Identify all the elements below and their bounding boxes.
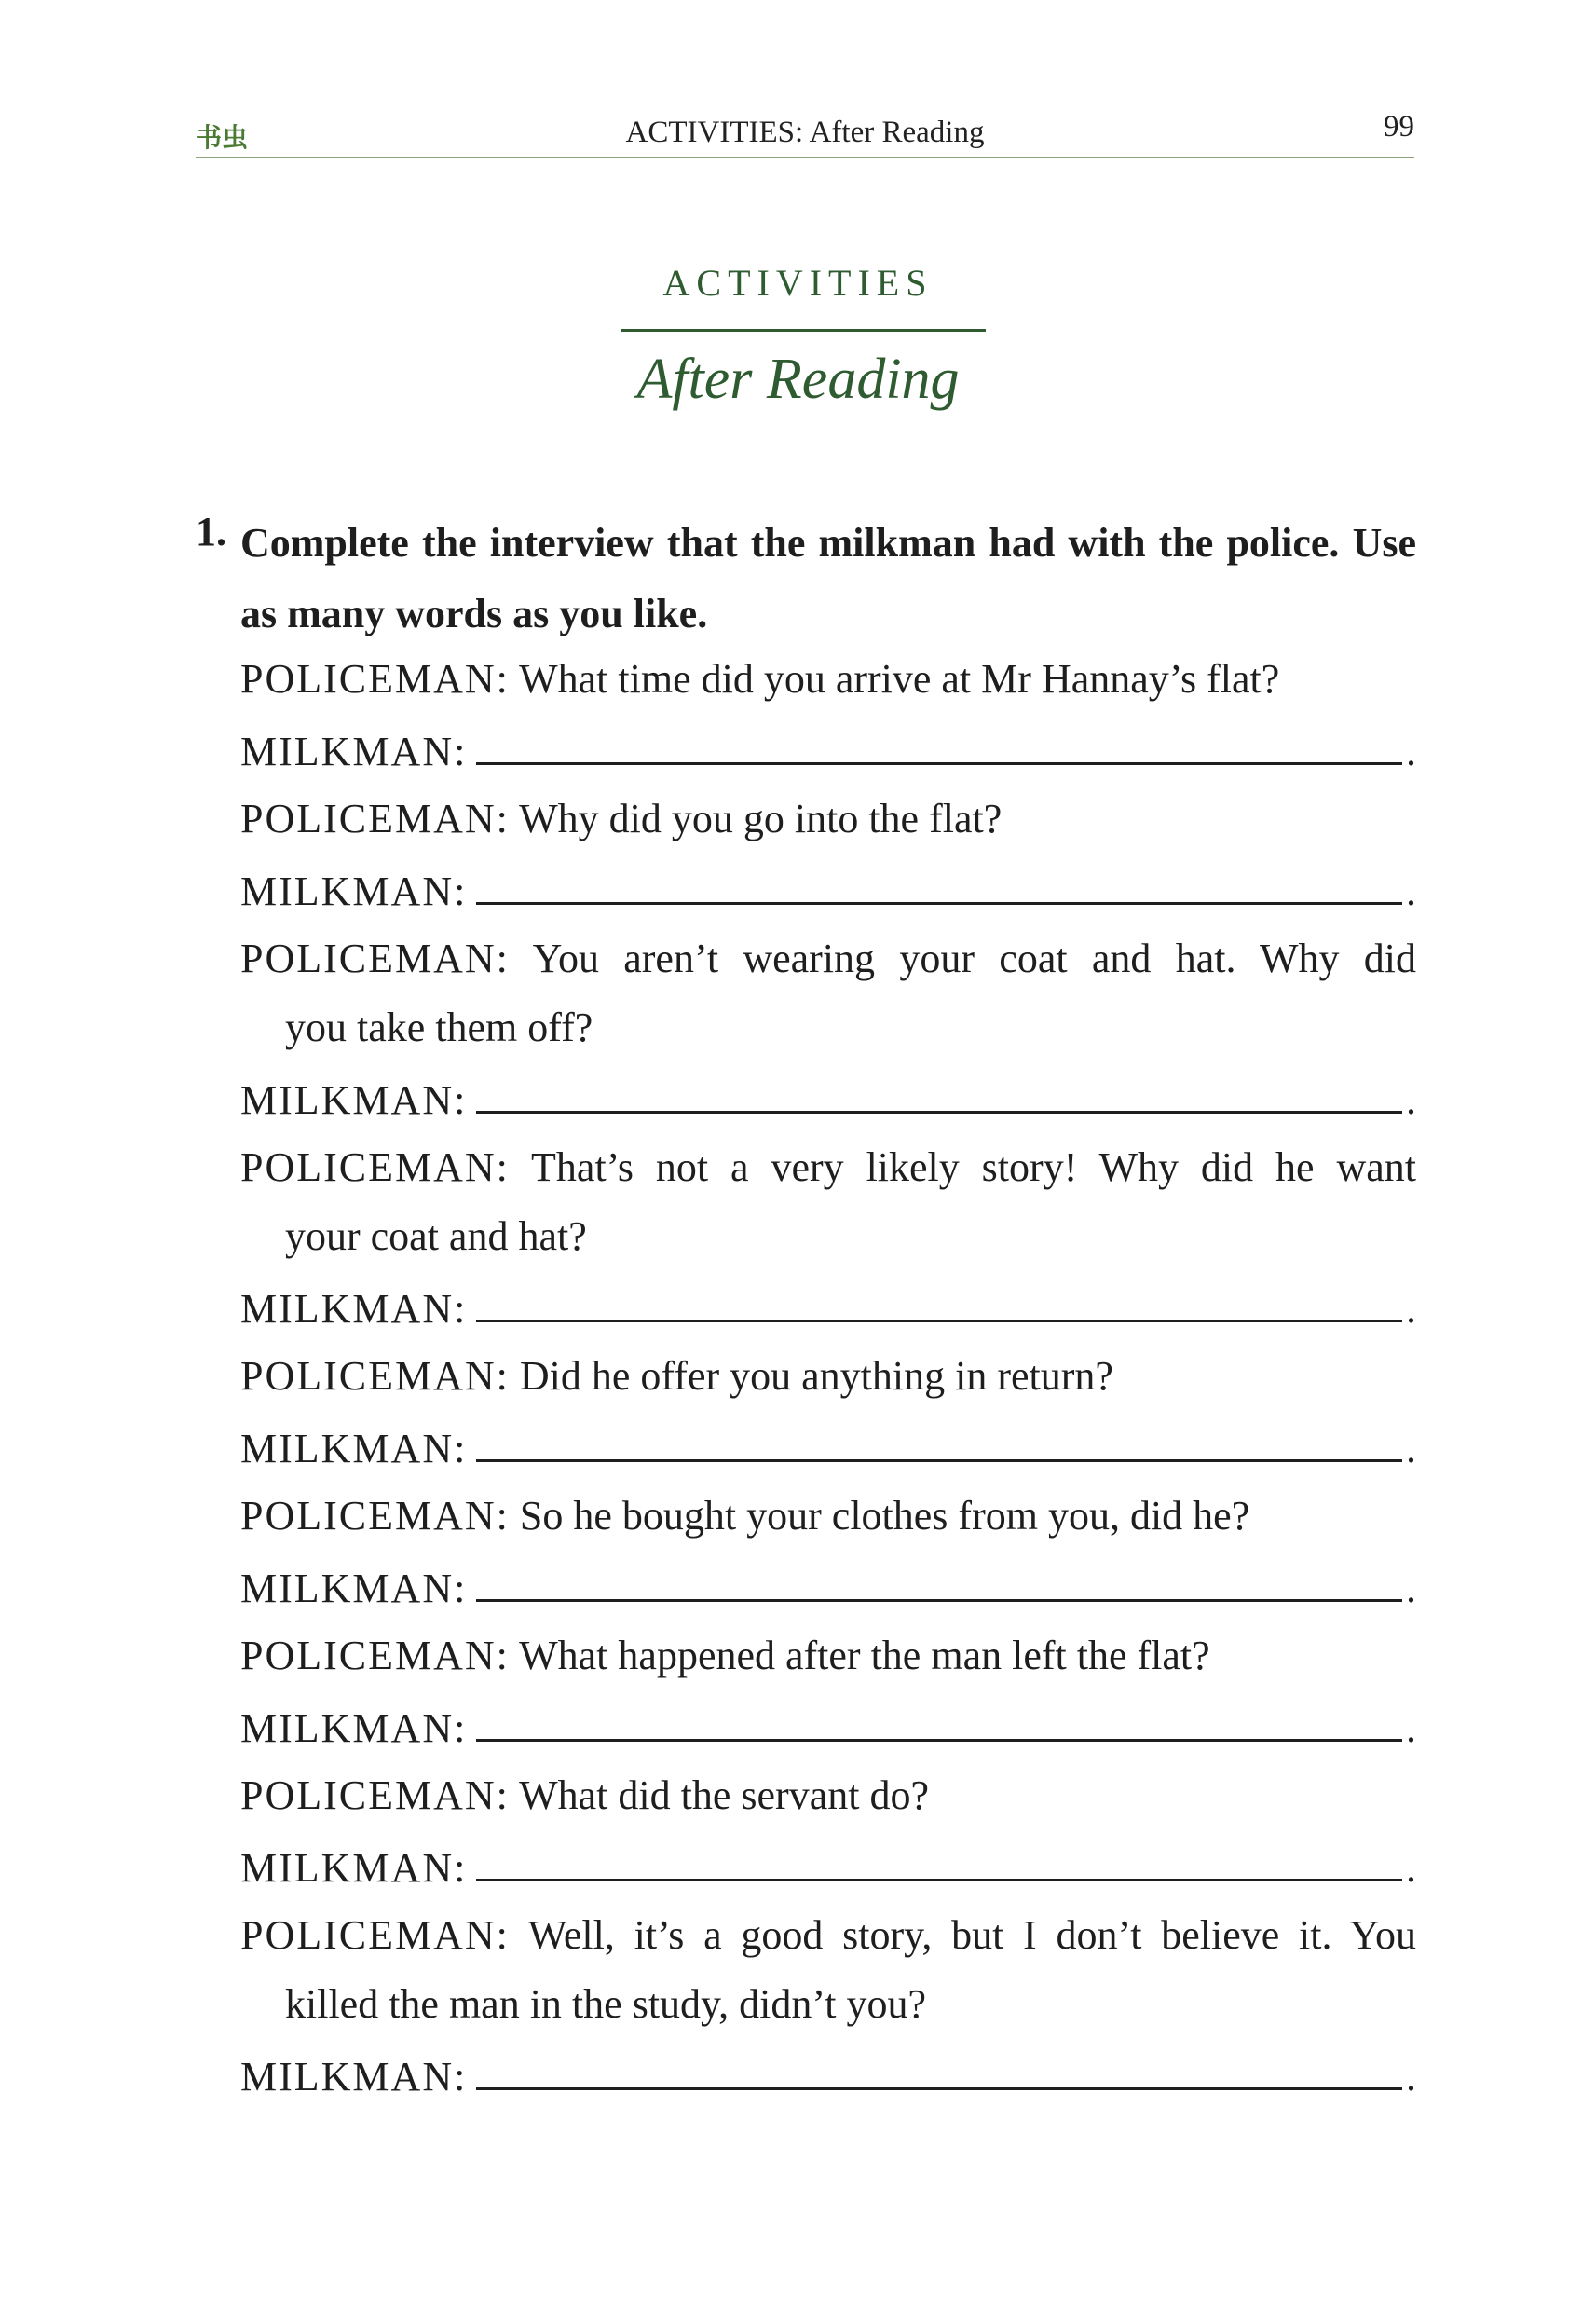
answer-line: [240, 1694, 1416, 1763]
answer-line: [240, 718, 1416, 787]
speaker-label: MILKMAN:: [240, 1566, 468, 1611]
speaker-label: MILKMAN:: [240, 1286, 468, 1332]
answer-line: [240, 1415, 1416, 1484]
answer-line: [240, 1275, 1416, 1344]
speaker-label: POLICEMAN:: [240, 796, 510, 841]
speaker-label: POLICEMAN:: [240, 1912, 510, 1958]
question-text-continued: you take them off?: [285, 1005, 593, 1050]
page-number: 99: [1384, 110, 1414, 144]
answer-end: .: [1406, 1077, 1416, 1123]
answer-end: .: [1406, 869, 1416, 914]
speaker-label: POLICEMAN:: [240, 1493, 510, 1539]
answer-end: .: [1406, 1566, 1416, 1611]
section-divider: [621, 329, 986, 332]
speaker-label: MILKMAN:: [240, 1845, 468, 1891]
question-text: Why did you go into the flat?: [519, 796, 1003, 841]
answer-blank[interactable]: [476, 1279, 1402, 1322]
speaker-label: POLICEMAN:: [240, 656, 510, 702]
speaker-label: MILKMAN:: [240, 2054, 468, 2100]
section-kicker: ACTIVITIES: [662, 262, 934, 304]
answer-blank[interactable]: [476, 1070, 1402, 1114]
question-text-continued: your coat and hat?: [285, 1213, 587, 1259]
answer-line: [240, 1834, 1416, 1903]
answer-line: [240, 2043, 1416, 2112]
question-text: What happened after the man left the flat?: [519, 1633, 1210, 1678]
header-rule: [196, 157, 1414, 158]
question-text: You aren’t wearing your coat and hat. Why did: [532, 936, 1416, 981]
answer-blank[interactable]: [476, 861, 1402, 905]
answer-line: [240, 1066, 1416, 1135]
question-text: That’s not a very likely story! Why did he want: [531, 1144, 1416, 1190]
exercise-number: 1.: [196, 509, 226, 554]
running-title: ACTIVITIES: After Reading: [625, 116, 985, 149]
question-line: [240, 924, 1416, 1062]
question-line: [240, 645, 1416, 714]
answer-end: .: [1406, 729, 1416, 774]
question-text-continued: killed the man in the study, didn’t you?: [285, 1981, 927, 2027]
answer-end: .: [1406, 1845, 1416, 1891]
speaker-label: MILKMAN:: [240, 869, 468, 914]
question-text: So he bought your clothes from you, did he?: [519, 1493, 1250, 1539]
answer-blank[interactable]: [476, 721, 1402, 765]
answer-end: .: [1406, 1705, 1416, 1751]
answer-blank[interactable]: [476, 1838, 1402, 1881]
answer-blank[interactable]: [476, 1418, 1402, 1462]
question-line: [240, 1342, 1416, 1411]
speaker-label: POLICEMAN:: [240, 936, 510, 981]
speaker-label: MILKMAN:: [240, 1426, 468, 1471]
answer-end: .: [1406, 1426, 1416, 1471]
answer-end: .: [1406, 2054, 1416, 2100]
running-header: [196, 110, 1414, 158]
question-line: [240, 1621, 1416, 1690]
question-line: [240, 1482, 1416, 1551]
answer-blank[interactable]: [476, 1558, 1402, 1602]
answer-blank[interactable]: [476, 2046, 1402, 2090]
question-line: [240, 1901, 1416, 2039]
question-line: [240, 1761, 1416, 1830]
section-title: After Reading: [636, 348, 960, 411]
speaker-label: POLICEMAN:: [240, 1144, 510, 1190]
answer-line: [240, 857, 1416, 926]
question-text: What time did you arrive at Mr Hannay’s flat?: [519, 656, 1280, 702]
question-text: Did he offer you anything in return?: [519, 1353, 1113, 1399]
question-line: [240, 1133, 1416, 1271]
speaker-label: MILKMAN:: [240, 1705, 468, 1751]
speaker-label: POLICEMAN:: [240, 1353, 510, 1399]
answer-end: .: [1406, 1286, 1416, 1332]
question-line: [240, 785, 1416, 854]
series-logo: 书虫: [196, 122, 249, 153]
speaker-label: POLICEMAN:: [240, 1772, 510, 1818]
answer-line: [240, 1554, 1416, 1623]
answer-blank[interactable]: [476, 1698, 1402, 1742]
exercise-text: Complete the interview that the milkman had with the police. Use as many words as you like.: [240, 520, 1416, 636]
speaker-label: POLICEMAN:: [240, 1633, 510, 1678]
question-text: What did the servant do?: [519, 1772, 929, 1818]
speaker-label: MILKMAN:: [240, 729, 468, 774]
question-text: Well, it’s a good story, but I don’t believe it. You: [527, 1912, 1416, 1958]
speaker-label: MILKMAN:: [240, 1077, 468, 1123]
